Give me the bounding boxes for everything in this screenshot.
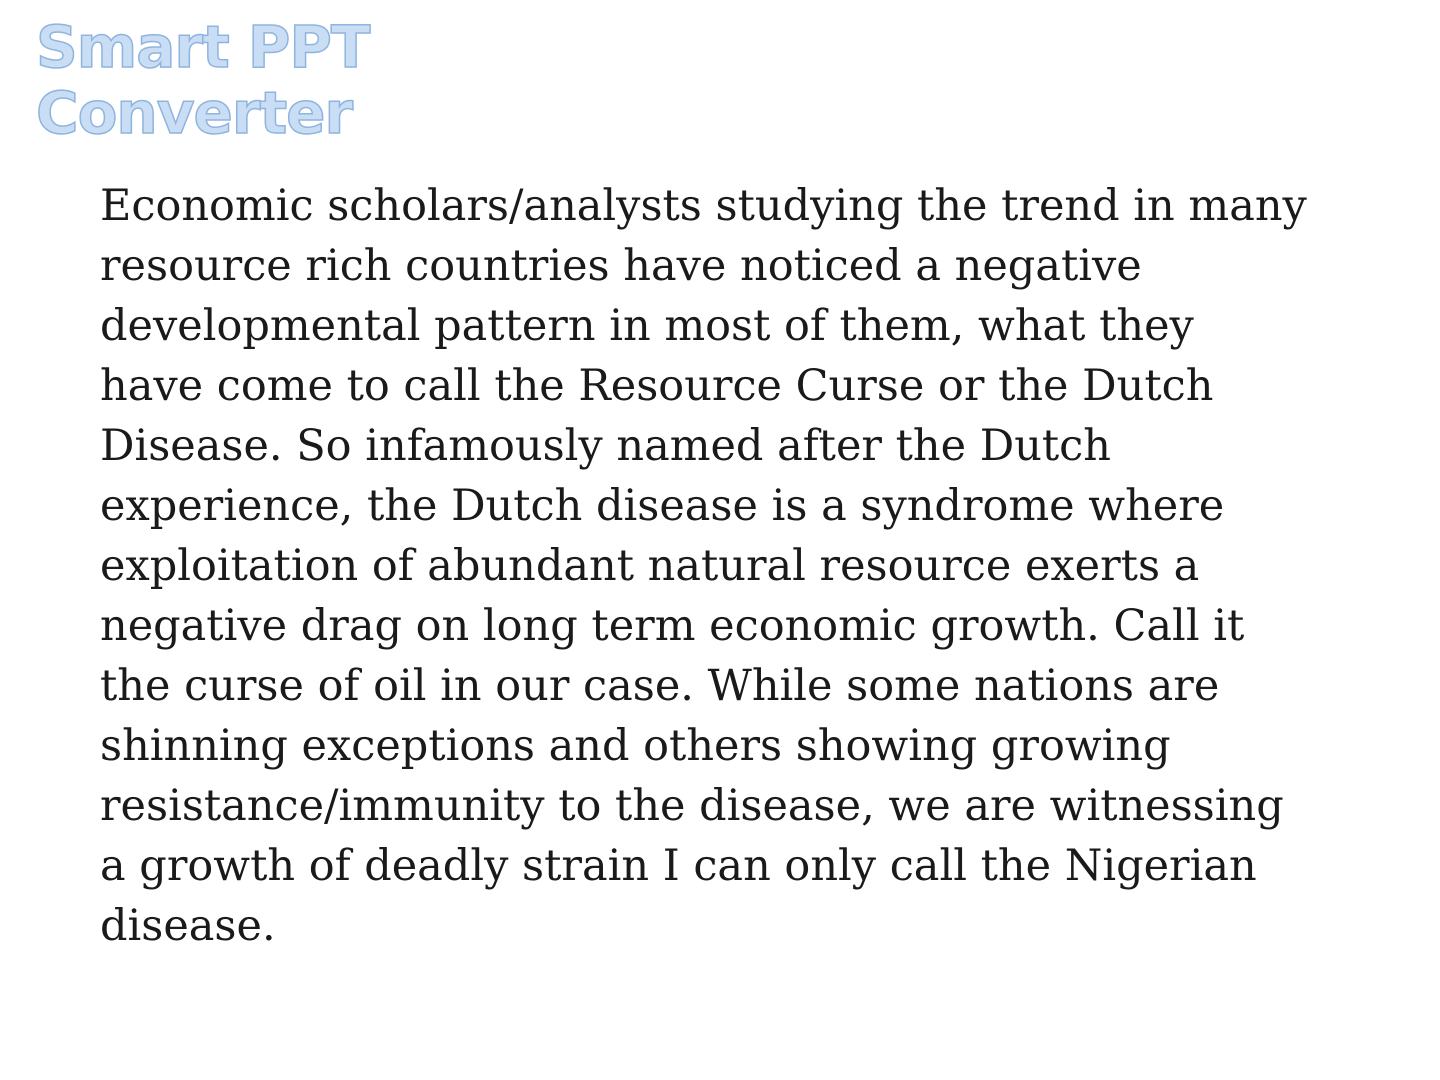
text-line: resistance/immunity to the disease, we are witnessing [100, 781, 1284, 831]
text-line: developmental pattern in most of them, what they [100, 301, 1194, 351]
text-line: Economic scholars/analysts studying the trend in many [100, 181, 1307, 231]
watermark-logo [36, 14, 369, 146]
watermark-line-1: Smart PPT [36, 13, 370, 81]
text-line: shinning exceptions and others showing growing [100, 721, 1171, 771]
text-line: experience, the Dutch disease is a syndrome where [100, 481, 1225, 531]
watermark-line-2: Converter [36, 79, 353, 147]
text-line: the curse of oil in our case. While some nations are [100, 661, 1220, 711]
text-line: exploitation of abundant natural resource exerts a [100, 541, 1200, 591]
slide-body-text [100, 176, 1440, 956]
text-line: negative drag on long term economic growth. Call it [100, 601, 1245, 651]
text-line: resource rich countries have noticed a negative [100, 241, 1142, 291]
text-line: a growth of deadly strain I can only call the Nigerian [100, 841, 1257, 891]
text-line: have come to call the Resource Curse or the Dutch [100, 361, 1214, 411]
text-line: Disease. So infamously named after the Dutch [100, 421, 1111, 471]
text-line: disease. [100, 901, 276, 951]
